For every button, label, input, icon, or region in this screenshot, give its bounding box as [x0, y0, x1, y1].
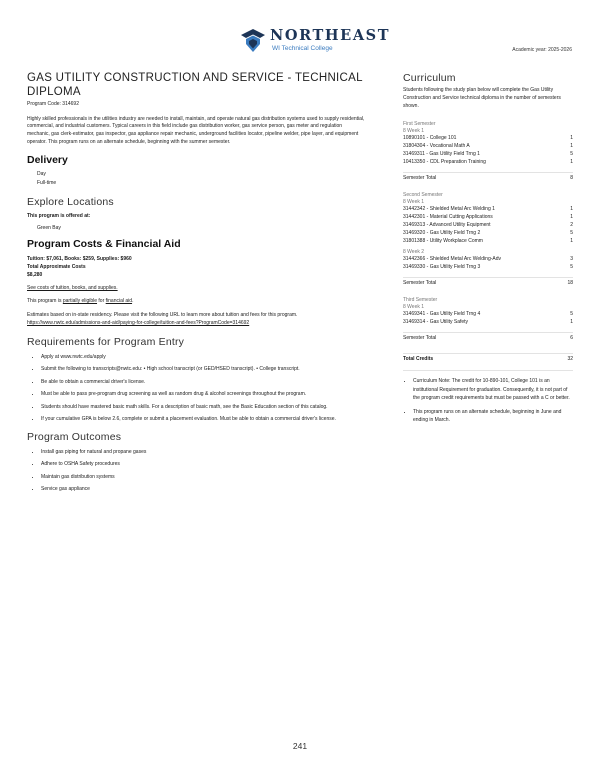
- total-credits-label: Total Credits: [403, 356, 434, 363]
- course-row: [403, 158, 573, 166]
- semester-first: [403, 121, 573, 181]
- requirement-item: • Must be able to pass pre-program drug screening as well as random drug & alcohol screenings throughout the program.: [41, 391, 365, 398]
- course-row: [403, 318, 573, 326]
- course-row: [403, 229, 573, 237]
- delivery-item: Full-time: [37, 179, 57, 186]
- block-name: 8 Week 2: [403, 249, 425, 256]
- campus-name: Green Bay: [37, 224, 61, 231]
- course-credits: 1: [570, 159, 573, 166]
- course-row: [403, 221, 573, 229]
- outcome-item: • Service gas appliance: [41, 486, 365, 493]
- total-credits-row: [403, 353, 573, 362]
- partially-eligible-link[interactable]: partially eligible: [62, 298, 98, 305]
- total-costs-label: Total Approximate Costs: [27, 263, 86, 270]
- college-logo[interactable]: [240, 26, 390, 60]
- requirements-list: [27, 354, 365, 423]
- page-header: [0, 26, 600, 60]
- course-row: [403, 205, 573, 213]
- course-title: 10890101 - College 101: [403, 135, 457, 142]
- requirement-item: • Students should have mastered basic math skills. For a description of basic math, see the Basic Education section of this catalog.: [41, 404, 365, 411]
- course-title: 31469311 - Gas Utility Field Trng 1: [403, 151, 480, 158]
- curriculum-note: • This program runs on an alternate schedule, beginning in June and ending in March.: [413, 408, 573, 425]
- course-title: 31442342 - Shielded Metal Arc Welding 1: [403, 206, 495, 213]
- semester-total-value: 6: [570, 335, 573, 342]
- curriculum-heading: Curriculum: [403, 72, 456, 84]
- course-row: [403, 150, 573, 158]
- course-row: [403, 263, 573, 271]
- curriculum-intro: Students following the study plan below will complete the Gas Utility Construction and Service technical diploma in the number of semesters shown.: [403, 87, 561, 109]
- total-credits-value: 32: [567, 356, 573, 363]
- course-credits: 3: [570, 256, 573, 263]
- semester-second: [403, 192, 573, 286]
- aid-prefix: This program is: [27, 298, 63, 305]
- course-title: 31469320 - Gas Utility Field Trng 2: [403, 230, 481, 237]
- curriculum-note: • Curriculum Note: The credit for 10-890-101, College 101 is an institutional Requirement for graduation. Consequently, it is not part of the program credit requirements but must be passed with a C or better.: [413, 377, 573, 402]
- costs-heading: Program Costs & Financial Aid: [27, 237, 181, 250]
- block-name: 8 Week 1: [403, 128, 425, 135]
- outcomes-list: [27, 449, 365, 493]
- curriculum-notes: [403, 370, 573, 424]
- delivery-heading: Delivery: [27, 153, 68, 166]
- aid-suffix: .: [132, 298, 134, 305]
- semester-name: First Semester: [403, 121, 436, 128]
- delivery-list: [27, 170, 365, 188]
- estimate-text: Estimates based on in-state residency. Please visit the following URL to learn more about tuition and fees for this program.: [27, 312, 298, 319]
- total-costs-value: $8,280: [27, 271, 43, 278]
- course-credits: 1: [570, 143, 573, 150]
- logo-subtitle: WI Technical College: [272, 45, 333, 52]
- estimate-paragraph: [27, 312, 365, 328]
- semester-total-value: 18: [567, 280, 573, 287]
- aid-middle: for: [97, 298, 106, 305]
- course-title: 31804304 - Vocational Math A: [403, 143, 470, 150]
- semester-name: Second Semester: [403, 192, 443, 199]
- course-title: 31442301 - Material Cutting Applications: [403, 214, 493, 221]
- outcomes-heading: Program Outcomes: [27, 430, 122, 443]
- semester-total-label: Semester Total: [403, 335, 437, 342]
- course-row: [403, 255, 573, 263]
- course-row: [403, 134, 573, 142]
- course-credits: 1: [570, 238, 573, 245]
- program-description: Highly skilled professionals in the utilities industry are needed to install, maintain, and operate natural gas distribution systems used to supply residential, commercial, and industrial customers. Typical careers in this field include gas distribution worker, gas service person, gas meter and regulation mechanic, gas clerk-estimator, gas inspector, gas appliance repair mechanic, underground facilities locator, pipeline welder, pipe layer, and equipment operator. This program runs on an alternate schedule, beginning with the summer semester.: [27, 115, 365, 145]
- requirements-heading: Requirements for Program Entry: [27, 335, 185, 348]
- course-title: 31469313 - Advanced Utility Equipment: [403, 222, 491, 229]
- costs-link[interactable]: See costs of tuition, books, and supplies.: [27, 284, 118, 291]
- outcome-item: • Adhere to OSHA Safety procedures: [41, 461, 365, 468]
- program-title: GAS UTILITY CONSTRUCTION AND SERVICE - TECHNICAL DIPLOMA: [27, 72, 363, 98]
- course-credits: 5: [570, 230, 573, 237]
- course-credits: 1: [570, 206, 573, 213]
- tuition-line: Tuition: $7,061, Books: $259, Supplies: $960: [27, 255, 132, 262]
- program-details-column: [27, 72, 365, 499]
- offered-at-label: This program is offered at:: [27, 212, 91, 219]
- requirement-item: • Apply at www.nwtc.edu/apply: [41, 354, 365, 361]
- course-credits: 1: [570, 214, 573, 221]
- financial-aid-text: [27, 298, 365, 306]
- course-title: 31801388 - Utility Workplace Comm: [403, 238, 483, 245]
- course-credits: 1: [570, 135, 573, 142]
- outcome-item: • Maintain gas distribution systems: [41, 474, 365, 481]
- page-number: 241: [292, 741, 308, 751]
- academic-year: Academic year: 2025-2026: [512, 47, 572, 53]
- semester-total-label: Semester Total: [403, 175, 437, 182]
- course-credits: 5: [570, 311, 573, 318]
- financial-aid-link[interactable]: financial aid: [105, 298, 133, 305]
- tuition-url-link[interactable]: https://www.nwtc.edu/admissions-and-aid/paying-for-college/tuition-and-fees?ProgramCode=314692: [27, 319, 250, 326]
- course-credits: 2: [570, 222, 573, 229]
- program-code: Program Code: 314692: [27, 100, 79, 107]
- course-title: 31442366 - Shielded Metal Arc Welding-Adv: [403, 256, 502, 263]
- course-row: [403, 142, 573, 150]
- course-credits: 5: [570, 264, 573, 271]
- course-row: [403, 213, 573, 221]
- logo-name: NORTHEAST: [270, 27, 391, 44]
- course-title: 31469314 - Gas Utility Safety: [403, 319, 469, 326]
- course-row: [403, 310, 573, 318]
- cost-summary: [27, 255, 365, 279]
- semester-third: [403, 297, 573, 341]
- semester-total-row: [403, 172, 573, 181]
- semester-total-row: [403, 277, 573, 286]
- locations-heading: Explore Locations: [27, 195, 114, 208]
- course-title: 31469341 - Gas Utility Field Trng 4: [403, 311, 481, 318]
- requirement-item: • If your cumulative GPA is below 2.6, complete or submit a placement evaluation. Must be able to obtain a commercial driver's license.: [41, 416, 365, 423]
- curriculum-column: [403, 72, 573, 431]
- course-credits: 5: [570, 151, 573, 158]
- course-row: [403, 237, 573, 245]
- outcome-item: • Install gas piping for natural and propane gases: [41, 449, 365, 456]
- requirement-item: • Be able to obtain a commercial driver's license.: [41, 379, 365, 386]
- semester-total-label: Semester Total: [403, 280, 437, 287]
- semester-total-value: 8: [570, 175, 573, 182]
- shield-logo-icon: [240, 28, 266, 54]
- semester-name: Third Semester: [403, 297, 438, 304]
- block-name: 8 Week 1: [403, 304, 425, 311]
- semester-total-row: [403, 332, 573, 341]
- requirement-item: • Submit the following to transcripts@nwtc.edu: • High school transcript (or GED/HSED transcript). • College transcript.: [41, 366, 365, 373]
- block-name: 8 Week 1: [403, 199, 425, 206]
- course-credits: 1: [570, 319, 573, 326]
- course-title: 31469330 - Gas Utility Field Trng 3: [403, 264, 481, 271]
- course-title: 10413350 - CDL Preparation Training: [403, 159, 486, 166]
- delivery-item: Day: [37, 170, 46, 177]
